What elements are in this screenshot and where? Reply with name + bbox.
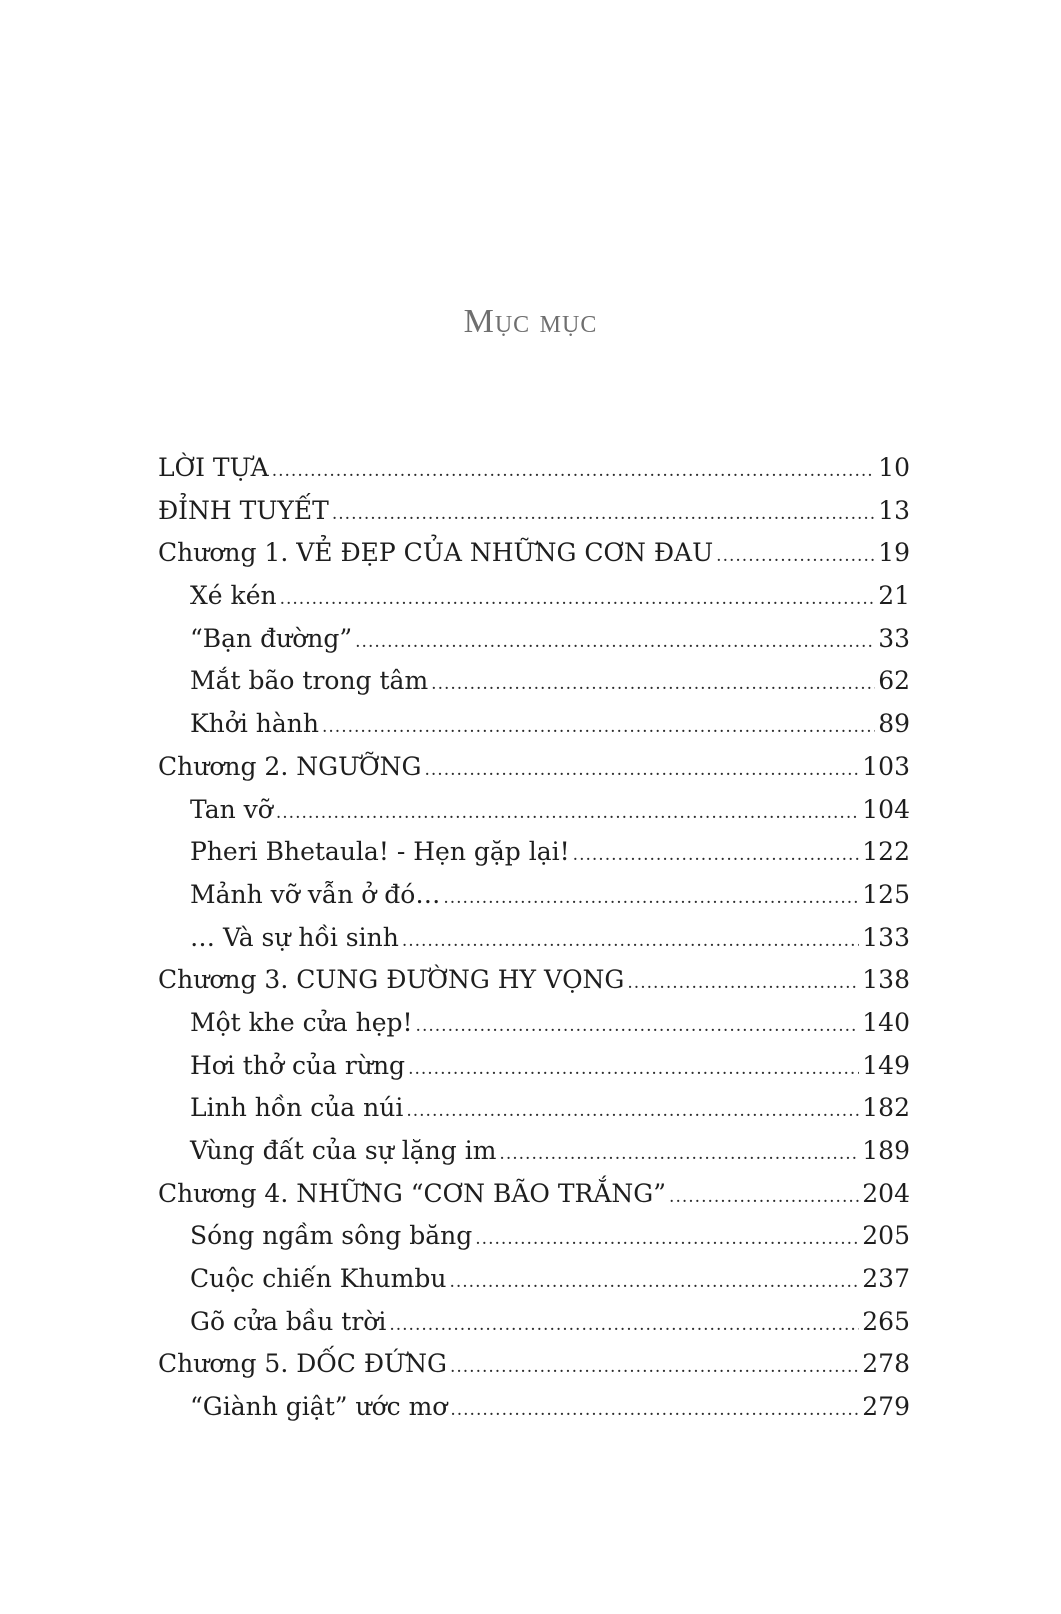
toc-entry[interactable]: [158, 1386, 910, 1429]
toc-entry-label: Chương 3. CUNG ĐƯỜNG HY VỌNG: [158, 965, 625, 995]
toc-dot-leader: [475, 1218, 859, 1261]
toc-entry-page: 133: [862, 922, 910, 952]
toc-entry-page: 182: [862, 1093, 910, 1123]
toc-entry[interactable]: [158, 1258, 910, 1301]
toc-entry-label: Tan vỡ: [190, 794, 273, 824]
toc-dot-leader: [573, 834, 860, 877]
toc-dot-leader: [450, 1346, 859, 1389]
toc-entry-label: Hơi thở của rừng: [190, 1050, 406, 1080]
toc-entry-label: Xé kén: [190, 581, 277, 611]
toc-entry[interactable]: [158, 575, 910, 618]
toc-entry-label: Vùng đất của sự lặng im: [190, 1136, 497, 1165]
toc-entry-label: Chương 1. VẺ ĐẸP CỦA NHỮNG CƠN ĐAU: [158, 538, 714, 568]
toc-entry-page: 125: [862, 879, 910, 909]
toc-dot-leader: [408, 1048, 859, 1091]
toc-dot-leader: [355, 621, 875, 664]
toc-dot-leader: [627, 962, 859, 1005]
toc-entry-page: 278: [862, 1349, 910, 1379]
toc-entry-label: “Bạn đường”: [190, 623, 353, 653]
toc-entry-label: Gõ cửa bầu trời: [190, 1306, 387, 1336]
toc-entry[interactable]: [158, 1002, 910, 1045]
toc-entry-label: Pheri Bhetaula! - Hẹn gặp lại!: [190, 837, 570, 867]
toc-entry[interactable]: [158, 1087, 910, 1130]
toc-entry-page: 33: [878, 623, 910, 653]
toc-entry-page: 205: [862, 1221, 910, 1251]
toc-entry[interactable]: [158, 447, 910, 490]
toc-dot-leader: [272, 450, 875, 493]
toc-entry-page: 62: [878, 666, 910, 696]
toc-entry-label: Chương 5. DỐC ĐỨNG: [158, 1349, 447, 1379]
toc-dot-leader: [443, 877, 859, 920]
toc-entry-label: Cuộc chiến Khumbu: [190, 1264, 447, 1294]
toc-dot-leader: [450, 1389, 859, 1432]
toc-entry-page: 19: [878, 538, 910, 568]
toc-entry-page: 149: [862, 1050, 910, 1080]
toc-entry-page: 140: [862, 1007, 910, 1037]
toc-dot-leader: [425, 749, 860, 792]
toc-dot-leader: [276, 792, 859, 835]
toc-entry[interactable]: [158, 660, 910, 703]
toc-entry-label: “Giành giật” ước mơ: [190, 1392, 448, 1422]
toc-entry-label: ĐỈNH TUYẾT: [158, 495, 329, 525]
toc-dot-leader: [669, 1176, 859, 1219]
toc-dot-leader: [449, 1261, 859, 1304]
toc-entry-label: … Và sự hồi sinh: [190, 922, 399, 952]
toc-entry-label: Mảnh vỡ vẫn ở đó…: [190, 879, 441, 909]
toc-entry-label: LỜI TỰA: [158, 453, 269, 482]
toc-entry-page: 265: [862, 1306, 910, 1336]
toc-dot-leader: [431, 663, 875, 706]
toc-entry-page: 13: [878, 495, 910, 525]
toc-entry[interactable]: [158, 874, 910, 917]
toc-entry-page: 138: [862, 965, 910, 995]
toc-entry[interactable]: [158, 746, 910, 789]
toc-dot-leader: [332, 493, 875, 536]
toc-entry[interactable]: [158, 789, 910, 832]
toc-entry[interactable]: [158, 618, 910, 661]
toc-entry[interactable]: [158, 959, 910, 1002]
toc-entry[interactable]: [158, 1045, 910, 1088]
toc-entry[interactable]: [158, 1173, 910, 1216]
toc-entry[interactable]: [158, 490, 910, 533]
toc-entry-page: 279: [862, 1392, 910, 1422]
toc-dot-leader: [402, 920, 859, 963]
toc-entry-page: 189: [862, 1136, 910, 1165]
toc-entry-page: 237: [862, 1264, 910, 1294]
toc-entry[interactable]: [158, 1130, 910, 1173]
toc-dot-leader: [280, 578, 876, 621]
toc-entry[interactable]: [158, 703, 910, 746]
toc-entry-label: Linh hồn của núi: [190, 1093, 404, 1123]
toc-dot-leader: [406, 1090, 859, 1133]
toc-dot-leader: [499, 1133, 859, 1176]
toc-dot-leader: [416, 1005, 860, 1048]
toc-entry-label: Chương 2. NGƯỠNG: [158, 751, 422, 781]
toc-dot-leader: [389, 1304, 859, 1347]
table-of-contents: [158, 447, 910, 1429]
toc-dot-leader: [716, 535, 875, 578]
toc-entry[interactable]: [158, 1343, 910, 1386]
toc-entry-page: 10: [878, 453, 910, 482]
toc-entry[interactable]: [158, 1301, 910, 1344]
toc-entry-label: Một khe cửa hẹp!: [190, 1007, 413, 1037]
toc-entry-page: 122: [862, 837, 910, 867]
toc-entry-page: 204: [862, 1178, 910, 1208]
toc-entry-page: 103: [862, 751, 910, 781]
toc-entry-page: 104: [862, 794, 910, 824]
page-title: Mục mục: [463, 303, 598, 340]
toc-entry-page: 21: [878, 581, 910, 611]
toc-entry[interactable]: [158, 1215, 910, 1258]
toc-entry[interactable]: [158, 917, 910, 960]
toc-entry[interactable]: [158, 831, 910, 874]
toc-entry-label: Chương 4. NHỮNG “CƠN BÃO TRẮNG”: [158, 1178, 667, 1208]
toc-dot-leader: [322, 706, 875, 749]
toc-entry[interactable]: [158, 532, 910, 575]
toc-entry-label: Mắt bão trong tâm: [190, 666, 429, 696]
toc-entry-label: Sóng ngầm sông băng: [190, 1221, 473, 1251]
toc-entry-label: Khởi hành: [190, 709, 319, 739]
toc-entry-page: 89: [878, 709, 910, 739]
